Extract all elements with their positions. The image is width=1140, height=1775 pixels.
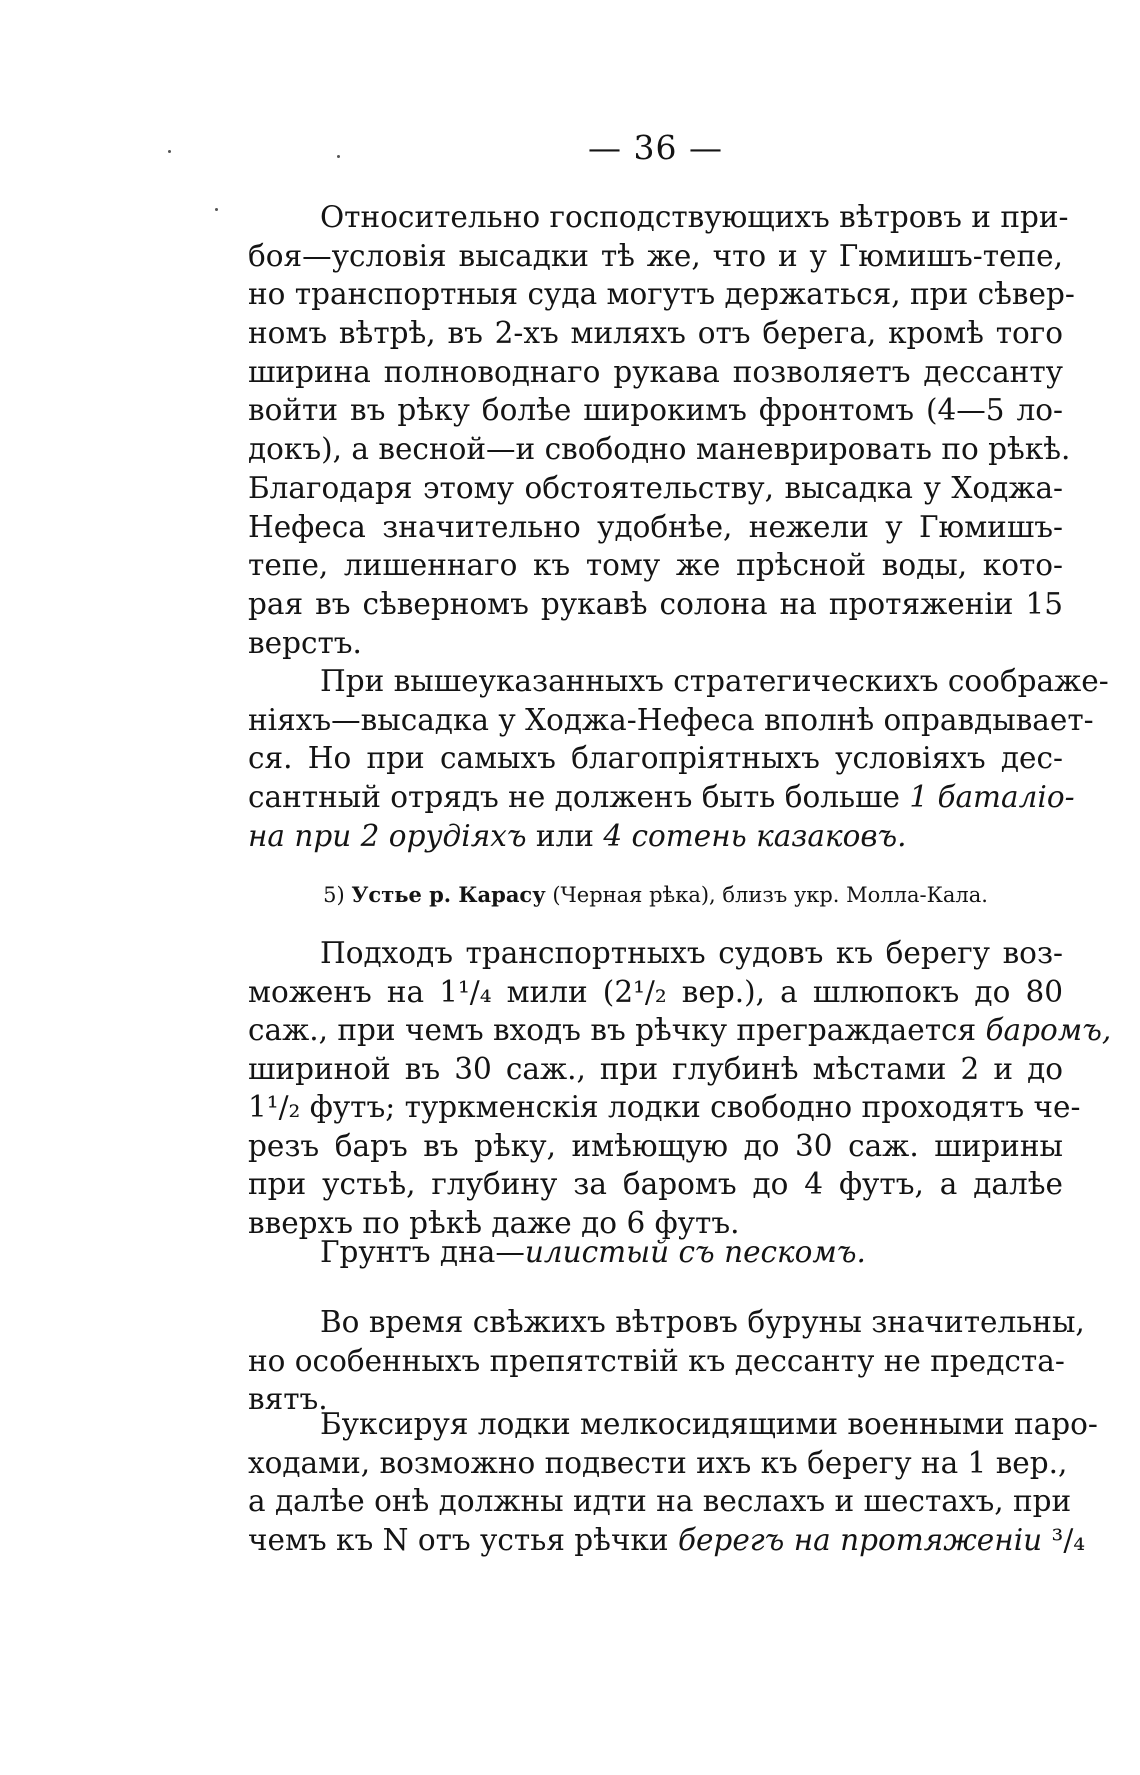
- paragraph-approach: [248, 934, 1112, 1242]
- paragraph-towing: [248, 1405, 1098, 1560]
- text-line: Благодаря этому обстоятельству, высадка у Ходжа-: [248, 470, 1063, 505]
- text-line: но транспортныя суда могутъ держаться, при сѣвер-: [248, 277, 1075, 312]
- text-line: ширина полноводнаго рукава позволяетъ дессанту: [248, 354, 1063, 389]
- text-line: а далѣе онѣ должны идти на веслахъ и шестахъ, при: [248, 1484, 1072, 1519]
- text-line: войти въ рѣку болѣе широкимъ фронтомъ (4—5 ло-: [248, 393, 1063, 428]
- text-run: сантный отрядъ не долженъ быть больше: [248, 780, 910, 815]
- italic-run: баромъ,: [985, 1013, 1112, 1047]
- text-line: [248, 1233, 1063, 1272]
- text-line: докъ), а весной—и свободно маневрировать по рѣкѣ.: [248, 432, 1071, 467]
- text-line: боя—условія высадки тѣ же, что и у Гюмишъ-тепе,: [248, 238, 1063, 273]
- section-number: 5): [323, 883, 345, 907]
- paragraph-landing-justified: [248, 662, 1109, 855]
- text-line: 1¹/₂ футъ; туркменскія лодки свободно проходятъ че-: [248, 1090, 1081, 1124]
- italic-run: 1 баталіо-: [909, 780, 1075, 815]
- text-line: Подходъ транспортныхъ судовъ къ берегу воз-: [320, 936, 1063, 970]
- text-line: [248, 1521, 1086, 1560]
- paragraph-ground: [248, 1233, 1063, 1272]
- italic-run: на при 2 орудіяхъ: [248, 818, 527, 853]
- text-line: [248, 778, 1075, 817]
- text-line: Буксируя лодки мелкосидящими военными паро-: [320, 1407, 1098, 1441]
- page-speck-1: [168, 150, 171, 153]
- text-line: [248, 1011, 1112, 1050]
- text-line: ся. Но при самыхъ благопріятныхъ условіяхъ дес-: [248, 741, 1063, 776]
- text-line: При вышеуказанныхъ стратегическихъ соображе-: [320, 664, 1109, 698]
- italic-run: илистый съ пескомъ.: [524, 1235, 866, 1269]
- text-line: но особенныхъ препятствій къ дессанту не предста-: [248, 1343, 1065, 1378]
- italic-run: берегъ на протяженіи: [677, 1523, 1043, 1558]
- text-line: Нефеса значительно удобнѣе, нежели у Гюмишъ-: [248, 509, 1063, 544]
- text-run: ³/₄: [1042, 1523, 1086, 1558]
- text-line: шириной въ 30 саж., при глубинѣ мѣстами 2 и до: [248, 1051, 1063, 1086]
- paragraph-winds-and-surf: [248, 198, 1075, 662]
- italic-run: 4 сотень казаковъ.: [603, 818, 907, 853]
- text-line: ніяхъ—высадка у Ходжа-Нефеса вполнѣ оправдывает-: [248, 702, 1094, 737]
- text-line: резъ баръ въ рѣку, имѣющую до 30 саж. ширины: [248, 1128, 1063, 1163]
- text-line: номъ вѣтрѣ, въ 2-хъ миляхъ отъ берега, кромѣ того: [248, 316, 1063, 351]
- section-note: (Черная рѣка), близъ укр. Молла-Кала.: [552, 883, 988, 907]
- page-number: — 36 —: [588, 128, 723, 167]
- text-line: верстъ.: [248, 625, 362, 660]
- text-line: вятъ.: [248, 1382, 328, 1417]
- text-line: вверхъ по рѣкѣ даже до 6 футъ.: [248, 1205, 740, 1240]
- text-line: тепе, лишеннаго къ тому же прѣсной воды, кото-: [248, 548, 1063, 583]
- text-line: Во время свѣжихъ вѣтровъ буруны значительны,: [320, 1305, 1085, 1339]
- text-line: при устьѣ, глубину за баромъ до 4 футъ, а далѣе: [248, 1167, 1063, 1201]
- text-line: рая въ сѣверномъ рукавѣ солона на протяженіи 15: [248, 586, 1063, 621]
- text-line: ходами, возможно подвести ихъ къ берегу на 1 вер.,: [248, 1445, 1068, 1480]
- section-heading: [248, 880, 1063, 910]
- text-line: [248, 817, 1063, 856]
- page-speck-3: [215, 208, 218, 211]
- text-run: саж., при чемъ входъ въ рѣчку преграждается: [248, 1013, 986, 1047]
- text-line: Относительно господствующихъ вѣтровъ и при-: [320, 200, 1069, 234]
- text-line: моженъ на 1¹/₄ мили (2¹/₂ вер.), а шлюпокъ до 80: [248, 974, 1063, 1009]
- paragraph-surf: [248, 1303, 1085, 1419]
- text-run: или: [526, 818, 604, 853]
- text-run: чемъ къ N отъ устья рѣчки: [248, 1523, 678, 1558]
- text-run: Грунтъ дна—: [320, 1235, 525, 1269]
- section-place: Устье р. Карасу: [351, 882, 546, 907]
